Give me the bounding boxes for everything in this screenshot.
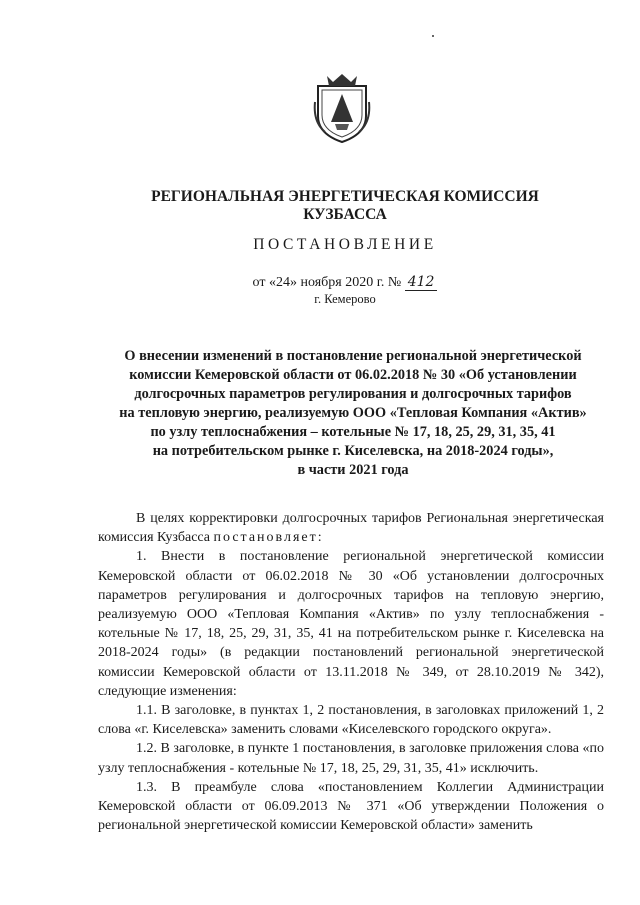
date-line: [150, 274, 540, 291]
city: г. Кемерово: [314, 292, 376, 306]
doc-type: ПОСТАНОВЛЕНИЕ: [253, 236, 437, 253]
decree-number: 412: [405, 274, 438, 291]
org-name-line2: КУЗБАССА: [303, 206, 387, 223]
clause-1-3: 1.3. В преамбуле слова «постановлением Коллегии Администрации Кемеровской области от 06.09.2013 № 371 «Об утверждении Положения о региональной энергетической комиссии Кемеровской области» заменить: [98, 779, 604, 834]
subject-line: комиссии Кемеровской области от 06.02.2018 № 30 «Об установлении: [129, 367, 577, 383]
document-body: [98, 509, 604, 835]
subject-line: на тепловую энергию, реализуемую ООО «Тепловая Компания «Актив»: [119, 405, 587, 421]
clause-1: 1. Внести в постановление региональной энергетической комиссии Кемеровской области от 06.02.2018 № 30 «Об установлении долгосрочных параметров регулирования и долгосрочных тарифов на тепловую энергию, реализуемую ООО «Тепловая Компания «Актив» по узлу теплоснабжения - котельные № 17, 18, 25, 29, 31, 35, 41 на потребительском рынке г. Киселевска на 2018-2024 годы» (в редакции постановлений региональной энергетической комиссии Кемеровской области от 13.11.2018 № 349, от 28.10.2019 № 342), следующие изменения:: [98, 549, 604, 699]
intro-resolves: постановляет:: [213, 530, 324, 546]
coat-of-arms-icon: [313, 72, 371, 146]
subject-line: по узлу теплоснабжения – котельные № 17, 18, 25, 29, 31, 35, 41: [150, 424, 556, 440]
intro-paragraph: [98, 509, 604, 547]
date-text: от «24» ноября 2020 г. №: [252, 275, 402, 290]
clause-1-2: 1.2. В заголовке, в пункте 1 постановления, в заголовке приложения слова «по узлу теплоснабжения - котельные № 17, 18, 25, 29, 31, 35, 41» исключить.: [98, 741, 604, 776]
subject-title: [98, 347, 608, 480]
clause-1-1: 1.1. В заголовке, в пунктах 1, 2 постановления, в заголовках приложений 1, 2 слова «г. Киселевска» заменить словами «Киселевского городского округа».: [98, 703, 604, 738]
scan-speck: [432, 35, 434, 37]
org-name-line1: РЕГИОНАЛЬНАЯ ЭНЕРГЕТИЧЕСКАЯ КОМИССИЯ: [151, 188, 539, 205]
intro-text: В целях корректировки долгосрочных тарифов Региональная энергетическая комиссия Кузбасса: [98, 511, 604, 546]
subject-line: долгосрочных параметров регулирования и долгосрочных тарифов: [134, 386, 572, 402]
subject-line: О внесении изменений в постановление региональной энергетической: [124, 348, 582, 364]
subject-line: на потребительском рынке г. Киселевска, на 2018-2024 годы»,: [152, 443, 554, 459]
subject-line: в части 2021 года: [297, 462, 409, 478]
